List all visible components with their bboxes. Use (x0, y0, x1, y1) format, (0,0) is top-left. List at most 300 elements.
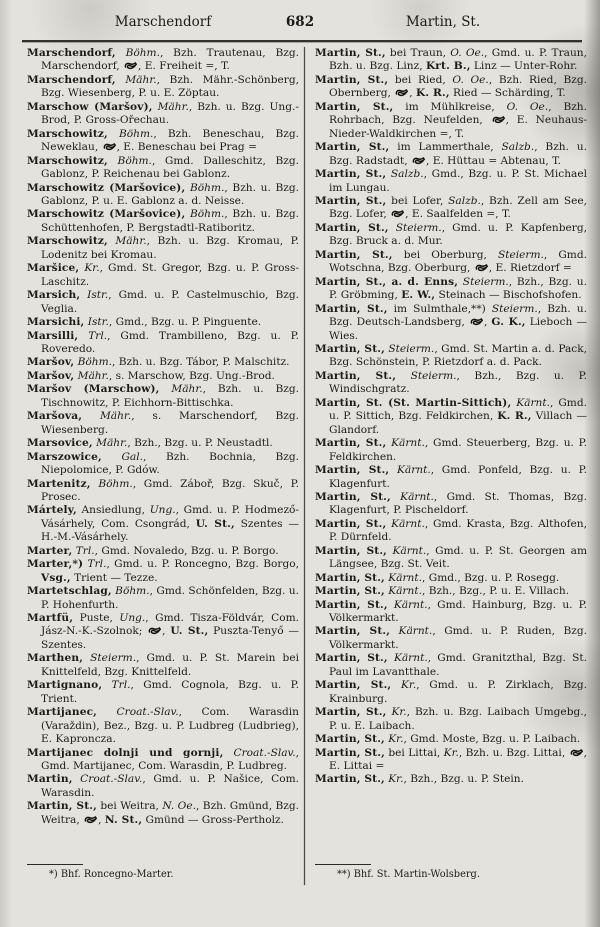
footnote-rule (315, 864, 371, 865)
post-horn-icon (124, 61, 137, 70)
entry-text: , Bzh., Bzg. u. P. Gröbming, (329, 275, 587, 302)
entry-region-abbrev: Steierm. (396, 369, 457, 382)
entry-text: , Gmd. Martijanec, Com. Warasdin, P. Ludbreg. (41, 746, 300, 773)
entry-text: , Bzh., Bzg. u. P. Neustadtl. (127, 437, 273, 450)
entry-text: , Bzh. u. Bzg. Tischnowitz, P. Eichhorn-Bittischka. (41, 383, 300, 409)
entry-region-abbrev: Croat.-Slav. (72, 773, 143, 786)
entry-region-abbrev: Kärnt. (384, 571, 422, 584)
entry-text: im Mühlkreise, (393, 100, 507, 113)
entry-headword: K. R., (497, 410, 532, 423)
entry-text: , Gmd. Moste, Bzg. u. P. Laibach. (403, 733, 581, 746)
entry-text: Puszta-Tenyő — Szentes. (41, 625, 299, 651)
entry-headword: Martin, St., (315, 100, 394, 113)
post-horn-icon (412, 156, 425, 165)
entry-region-abbrev: Ung. (149, 504, 176, 517)
entry-region-abbrev: Kärnt. (387, 652, 428, 665)
entry-text: , Bzh. Beneschau, Bzg. Neweklau, (41, 127, 299, 154)
entry-text: , Bzh. u. Bzg. Radstadt, (329, 141, 587, 167)
entry-text: , Gmd. u. P. Zirklach, Bzg. Krainburg. (329, 679, 587, 705)
entry-text: , Gmd. Trambilleno, Bzg. u. P. Roveredo. (41, 329, 299, 355)
entry-region-abbrev: O. Oe. (506, 100, 549, 113)
entry-region-abbrev: Böhm. (90, 477, 133, 490)
entry-headword: Martfü, (27, 612, 74, 625)
entry-region-abbrev: Croat.-Slav. (97, 706, 179, 719)
post-horn-icon (103, 142, 116, 151)
entry-text: , E. Beneschau bei Prag = (116, 141, 257, 154)
entry-text: bei Oberburg, (392, 248, 498, 261)
entry-headword: Martin, St., (315, 194, 387, 207)
entry-text: , Gmd. u. P. Roncegno, Bzg. Borgo, (106, 558, 299, 571)
entry-text: , E. Littai = (329, 746, 587, 773)
entry-region-abbrev: Kr. (391, 679, 417, 692)
entry-region-abbrev: Mähr. (107, 235, 147, 248)
entry-region-abbrev: Gal. (101, 450, 144, 463)
gazetteer-entry (315, 464, 587, 491)
entry-region-abbrev: Salzb. (386, 168, 424, 181)
header-left-keyword: Marschendorf (114, 14, 212, 30)
entry-text: , Gmd. Záboř, Bzg. Skuč, P. Prosec. (41, 477, 299, 503)
entry-headword: Martin, St., (315, 248, 393, 261)
gazetteer-entry (315, 706, 587, 733)
entry-headword: Martin, St., (315, 544, 388, 557)
footnote-left: *) Bhf. Roncegno-Marter. (49, 869, 174, 880)
entry-text: Ansiedlung, (76, 504, 150, 517)
gazetteer-entry (27, 451, 299, 478)
entry-headword: Martin, St., (315, 679, 392, 692)
entry-region-abbrev: Kärnt. (384, 585, 422, 598)
gazetteer-entry (27, 208, 299, 235)
gazetteer-entry (27, 356, 299, 369)
entry-region-abbrev: Kr. (443, 746, 459, 759)
entry-headword: Maršov, (27, 369, 75, 382)
entry-headword: Martin, St., (315, 571, 385, 584)
entry-headword: Martin, St., (315, 625, 391, 638)
entry-text: bei Ried, (388, 73, 453, 86)
gazetteer-entry (315, 545, 587, 572)
entry-text: , Gmd., Bzg. u. P. St. Michael im Lungau. (329, 168, 588, 194)
entry-text: , Gmd. Cognola, Bzg. u. P. Trient. (41, 679, 299, 705)
entry-region-abbrev: Steierm. (491, 302, 538, 315)
gazetteer-entry (315, 47, 587, 74)
entry-text: , s. Marschendorf, Bzg. Wiesenberg. (41, 410, 299, 436)
entry-headword: Marsovice, (27, 437, 93, 450)
gazetteer-entry (315, 585, 587, 598)
entry-headword: Martijanec, (27, 706, 98, 719)
entry-region-abbrev: Steierm. (458, 275, 509, 288)
gazetteer-entry (27, 504, 299, 544)
entry-text: , Com. Warasdin (Varaždin), Bez., Bzg. u. P. Ludbreg (Ludbrieg), E. Kaproncza. (41, 706, 299, 746)
gazetteer-entry (27, 383, 299, 410)
entry-text: , Gmd. u. P. Ruden, Bzg. Völkermarkt. (329, 625, 588, 651)
entry-text: , Gmd. Ponfeld, Bzg. u. P. Klagenfurt. (329, 464, 588, 490)
post-horn-icon (470, 317, 483, 326)
gazetteer-entry (27, 330, 299, 357)
entry-headword: Marsilli, (27, 329, 79, 342)
entry-text: Steinach — Bischofshofen. (435, 289, 582, 302)
entry-headword: Martin, St., a. d. Enns, (315, 275, 459, 288)
gazetteer-entry (315, 141, 587, 168)
gazetteer-entry (27, 289, 299, 316)
text-columns (0, 47, 600, 917)
gazetteer-entry (315, 343, 587, 370)
entry-headword: Martijanec dolnji und gornji, (27, 746, 224, 759)
entry-region-abbrev: Steierm. (388, 221, 442, 234)
gazetteer-entry (27, 478, 299, 505)
entry-text: im Sulmthale,**) (387, 302, 492, 315)
entry-text: Villach — Glandorf. (329, 410, 587, 436)
entry-text: , Gmd. Krasta, Bzg. Althofen, P. Dürnfeld. (329, 517, 587, 544)
entry-region-abbrev: O. Oe. (450, 47, 485, 59)
entry-headword: U. St., (195, 517, 235, 530)
entry-region-abbrev: Mähr. (159, 383, 203, 396)
gazetteer-entry (27, 437, 299, 450)
entry-text: , Gmd. Tisza-Földvár, Com. Jász-N.-K.-Szolnok; (41, 612, 299, 638)
entry-headword: Martin, St. (St. Martin-Sittich), (315, 396, 512, 409)
entry-text: , Gmd. Hainburg, Bzg. u. P. Völkermarkt. (329, 598, 588, 625)
gazetteer-entry (27, 410, 299, 437)
entry-headword: Marschowitz (Maršovice), (27, 208, 186, 221)
entry-headword: Marsich, (27, 289, 81, 302)
entry-text: , Gmd. u. P. Castelmuschio, Bzg. Veglia. (41, 289, 299, 315)
gazetteer-entry (315, 249, 587, 276)
entry-headword: Marschowitz, (27, 235, 108, 248)
entry-text: Linz — Unter-Rohr. (470, 60, 578, 73)
entry-text: , Bzh. Rohrbach, Bzg. Neufelden, (329, 100, 588, 127)
entry-headword: Martenitz, (27, 477, 91, 490)
entry-headword: Martetschlag, (27, 585, 112, 598)
gazetteer-entry (27, 235, 299, 262)
entry-region-abbrev: Kärnt. (390, 490, 434, 503)
entry-text: Trient — Tezze. (70, 571, 158, 584)
entry-region-abbrev: Böhm. (107, 127, 154, 140)
entry-headword: Marsichi, (27, 316, 85, 329)
entry-region-abbrev: Mähr. (82, 410, 132, 423)
gazetteer-entry (27, 612, 299, 652)
entry-headword: Martignano, (27, 679, 103, 692)
column-left-entries (27, 47, 299, 827)
entry-region-abbrev: Kärnt. (387, 598, 428, 611)
gazetteer-entry (315, 599, 587, 626)
entry-text: , Bzh. u. Bzg. Tábor, P. Malschitz. (112, 356, 290, 369)
gazetteer-entry (315, 518, 587, 545)
entry-text: , Gmd. u. P. Sittich, Bzg. Feldkirchen, (329, 396, 588, 423)
entry-headword: E. W., (401, 289, 436, 302)
post-horn-icon (492, 115, 505, 124)
entry-headword: Mártely, (27, 504, 77, 517)
entry-headword: Martin, St., (315, 598, 388, 611)
entry-text: , Gmd. u. P. St. Marein bei Knittelfeld, Bzg. Knittelfeld. (41, 652, 300, 678)
header-right-keyword: Martin, St. (405, 14, 481, 30)
entry-headword: Marszowice, (27, 450, 102, 463)
gazetteer-entry (315, 74, 587, 101)
entry-region-abbrev: Kärnt. (386, 517, 425, 530)
footnote-rule (27, 864, 83, 865)
entry-text: , Gmd. u. P. St. Georgen am Längsee, Bzg. St. Veit. (329, 544, 588, 571)
entry-text: bei Traun, (385, 47, 451, 59)
entry-headword: Marschendorf, (27, 47, 116, 59)
gazetteer-entry (315, 222, 587, 249)
gazetteer-entry (27, 545, 299, 558)
entry-text: , Bzh. Trautenau, Bzg. Marschendorf, (41, 47, 299, 73)
entry-text: Lieboch — Wies. (329, 316, 587, 342)
entry-headword: Martin, St., (315, 73, 389, 86)
gazetteer-entry (27, 706, 299, 746)
entry-text: , Gmd. St. Thomas, Bzg. Klagenfurt, P. Pischeldorf. (329, 490, 588, 517)
entry-text: , Bzh. Ried, Bzg. Obernberg, (329, 73, 588, 100)
post-horn-icon (475, 263, 488, 272)
entry-text: , Bzh., Bzg. u. P. Windischgratz. (329, 369, 587, 396)
entry-region-abbrev: Istr. (84, 316, 109, 329)
entry-region-abbrev: Böhm. (185, 181, 225, 194)
entry-headword: Vsg., (41, 571, 71, 584)
entry-region-abbrev: N. Oe. (162, 800, 197, 813)
gazetteer-entry (315, 168, 587, 195)
header-rule (22, 40, 582, 42)
entry-text: , Gmd. Schönfelden, Bzg. u. P. Hohenfurth. (41, 585, 299, 611)
entry-headword: Marthen, (27, 652, 84, 665)
entry-region-abbrev: Steierm. (497, 248, 544, 261)
gazetteer-entry (315, 397, 587, 437)
gazetteer-entry (315, 195, 587, 222)
gazetteer-entry (315, 747, 587, 774)
entry-text: , (98, 813, 105, 826)
entry-headword: Martin, St., (27, 800, 97, 813)
post-horn-icon (395, 88, 408, 97)
gazetteer-entry (27, 585, 299, 612)
entry-text: bei Littai, (384, 746, 444, 759)
footnote-block-right (315, 864, 587, 907)
entry-headword: G. K., (491, 316, 526, 329)
entry-region-abbrev: Kärnt. (387, 544, 427, 557)
entry-headword: U. St., (170, 625, 209, 638)
entry-headword: Martin, St., (315, 221, 389, 234)
entry-text: , Bzh. u. Bzg. Littai, (458, 746, 569, 759)
gazetteer-entry (27, 74, 299, 101)
entry-headword: Martin, St., (315, 746, 385, 759)
entry-region-abbrev: Kr. (384, 773, 404, 786)
entry-text: , Bzh. Bochnia, Bzg. Niepolomice, P. Gdów. (41, 450, 300, 477)
gazetteer-entry (27, 262, 299, 289)
entry-text: bei Weitra, (96, 800, 163, 813)
entry-headword: Marschowitz (Maršovice), (27, 181, 186, 194)
entry-region-abbrev: Böhm. (107, 154, 152, 167)
entry-text: , (409, 87, 417, 100)
footnote-block-left (27, 864, 299, 907)
gazetteer-entry (27, 101, 299, 128)
post-horn-icon (84, 815, 97, 824)
entry-text: , Bzh., Bzg. u. P. Stein. (403, 773, 524, 786)
entry-headword: Marter,*) (27, 558, 84, 571)
entry-headword: Martin, St., (315, 773, 385, 786)
entry-text: , (483, 316, 492, 329)
entry-region-abbrev: Mähr. (115, 73, 157, 86)
gazetteer-entry (315, 679, 587, 706)
gazetteer-entry (315, 491, 587, 518)
entry-text: , Bzh. Zell am See, Bzg. Lofer, (329, 194, 588, 221)
entry-text: , E. Saalfelden =, T. (405, 208, 511, 221)
entry-headword: Maršov (Marschow), (27, 383, 160, 396)
entry-region-abbrev: Kärnt. (389, 464, 431, 477)
entry-headword: Martin, St., (315, 706, 387, 719)
entry-headword: Marschendorf, (27, 73, 116, 86)
entry-text: , Bzh. u. Bzg. Kromau, P. Lodenitz bei Kromau. (41, 235, 299, 261)
gazetteer-entry (315, 370, 587, 397)
entry-text: bei Lofer, (386, 194, 449, 207)
entry-region-abbrev: Steierm. (384, 342, 435, 355)
entry-text: , E. Hüttau = Abtenau, T. (425, 154, 562, 167)
entry-text: , Gmd. u. P. Našice, Com. Warasdin. (41, 773, 299, 799)
entry-region-abbrev: Böhm. (74, 356, 113, 369)
entry-region-abbrev: Trl. (78, 329, 108, 342)
entry-headword: Martin, St., (315, 168, 387, 181)
gazetteer-entry (315, 733, 587, 746)
entry-text: , Bzh. u. Bzg. Laibach Umgebg., P. u. E. Laibach. (329, 706, 587, 732)
entry-text: Puste, (73, 612, 120, 625)
entry-text: , Gmd. u. P. Kapfenberg, Bzg. Bruck a. d. Mur. (329, 221, 587, 248)
entry-headword: Maršice, (27, 262, 80, 275)
footnote-right: **) Bhf. St. Martin-Wolsberg. (337, 869, 480, 880)
entry-region-abbrev: O. Oe. (452, 73, 489, 86)
gazetteer-entry (27, 558, 299, 585)
page-number: 682 (285, 14, 315, 30)
entry-headword: Martin, St., (315, 369, 397, 382)
entry-headword: Martin, St., (315, 585, 385, 598)
gazetteer-entry (27, 679, 299, 706)
column-divider (304, 47, 305, 885)
entry-region-abbrev: Kr. (386, 706, 407, 719)
entry-text: , Bzh. Mähr.-Schönberg, Bzg. Wiesenberg, P. u. E. Zöptau. (41, 73, 299, 100)
entry-text: , Bzh., Bzg., P. u. E. Villach. (422, 585, 570, 598)
gazetteer-entry (315, 303, 587, 343)
entry-region-abbrev: Trl. (102, 679, 131, 692)
entry-headword: Marschowitz, (27, 154, 108, 167)
entry-text: , Gmd., Bzg. u. P. Rosegg. (422, 571, 560, 584)
entry-text: , Gmd., Bzg. u. P. Pinguente. (108, 316, 262, 329)
entry-region-abbrev: Kärnt. (386, 437, 425, 450)
entry-region-abbrev: Salzb. (501, 141, 535, 154)
entry-region-abbrev: Kärnt. (390, 625, 433, 638)
entry-text: , Gmd. Steuerberg, Bzg. u. P. Feldkirchen. (329, 437, 588, 463)
entry-text: , Bzh. u. Bzg. Ung.-Brod, P. Gross-Ořechau. (41, 100, 299, 127)
entry-headword: Martin, St., (315, 464, 390, 477)
entry-text: , Gmd. Wotschna, Bzg. Oberburg, (329, 248, 587, 275)
gazetteer-entry (27, 652, 299, 679)
entry-headword: Martin, St., (315, 437, 387, 450)
gazetteer-entry (315, 773, 587, 786)
gazetteer-entry (27, 182, 299, 209)
entry-text: , Bzh. Gmünd, Bzg. Weitra, (41, 800, 299, 826)
column-left (27, 47, 299, 907)
entry-text: , Gmd. Novaledo, Bzg. u. P. Borgo. (94, 544, 279, 557)
entry-headword: Martin, St., (315, 141, 390, 154)
entry-region-abbrev: Mähr. (74, 369, 109, 382)
gazetteer-entry (315, 652, 587, 679)
entry-headword: Marschowitz, (27, 127, 108, 140)
entry-text: Ried — Schärding, T. (449, 87, 566, 100)
entry-headword: Krt. B., (425, 60, 471, 73)
entry-headword: Martin, St., (315, 47, 386, 59)
gazetteer-entry (27, 316, 299, 329)
entry-text: , (162, 625, 171, 638)
gazetteer-entry (27, 747, 299, 774)
entry-text: , Gmd. St. Gregor, Bzg. u. P. Gross-Laschitz. (41, 262, 299, 288)
entry-headword: Martin, St., (315, 302, 388, 315)
entry-text: , Gmd. Granitzthal, Bzg. St. Paul im Lavantthale. (329, 652, 587, 678)
gazetteer-entry (27, 47, 299, 74)
entry-text: , E. Freiheit =, T. (138, 60, 230, 73)
gazetteer-entry (315, 437, 587, 464)
entry-text: , Gmd. u. P. Hodmező-Vásárhely, Com. Csongrád, (41, 504, 299, 530)
gazetteer-entry (315, 276, 587, 303)
entry-text: , E. Rietzdorf = (488, 262, 572, 275)
entry-text: , Gmd. u. P. Traun, Bzh. u. Bzg. Linz, (329, 47, 587, 73)
entry-region-abbrev: Böhm. (115, 47, 160, 59)
gazetteer-entry (315, 572, 587, 585)
entry-region-abbrev: Mähr. (152, 100, 189, 113)
entry-region-abbrev: Kr. (79, 262, 100, 275)
entry-headword: Marter, (27, 544, 73, 557)
entry-headword: K. R., (416, 87, 450, 100)
entry-region-abbrev: Trl. (72, 544, 95, 557)
entry-text: , Bzh. u. Bzg. Gablonz, P. u. E. Gablonz a. d. Neisse. (41, 181, 300, 207)
entry-region-abbrev: Böhm. (111, 585, 150, 598)
gazetteer-entry (27, 128, 299, 155)
entry-text: Gmünd — Gross-Pertholz. (142, 813, 284, 826)
entry-headword: Martin, St., (315, 733, 385, 746)
post-horn-icon (391, 209, 404, 218)
entry-text: , Bzh. u. Bzg. Deutsch-Landsberg, (329, 302, 587, 329)
gazetteer-entry (27, 800, 299, 827)
entry-text: , Bzh. u. Bzg. Schüttenhofen, P. Bergstadtl-Ratiboritz. (41, 208, 300, 234)
entry-text: im Lammerthale, (389, 141, 502, 154)
entry-region-abbrev: Kr. (384, 733, 404, 746)
entry-text: Szentes — H.-M.-Vásárhely. (41, 517, 299, 544)
gazetteer-entry (27, 773, 299, 800)
gazetteer-entry (27, 155, 299, 182)
column-right (315, 47, 587, 907)
entry-region-abbrev: Ung. (119, 612, 146, 625)
entry-headword: Martin, St., (315, 342, 385, 355)
column-right-entries (315, 47, 587, 787)
entry-headword: Martin, St., (315, 490, 391, 503)
entry-region-abbrev: Böhm. (185, 208, 225, 221)
entry-region-abbrev: Salzb. (448, 194, 481, 207)
entry-text: , Gmd. Dalleschitz, Bzg. Gablonz, P. Reichenau bei Gablonz. (41, 154, 299, 181)
entry-region-abbrev: Steierm. (83, 652, 137, 665)
entry-text: , E. Neuhaus-Nieder-Waldkirchen =, T. (329, 114, 587, 140)
entry-headword: Martin, St., (315, 652, 388, 665)
entry-headword: Maršova, (27, 410, 83, 423)
entry-region-abbrev: Mähr. (92, 437, 128, 450)
entry-region-abbrev: Trl. (83, 558, 107, 571)
gazetteer-entry (315, 625, 587, 652)
entry-headword: Martin, (27, 773, 73, 786)
entry-headword: N. St., (104, 813, 143, 826)
entry-region-abbrev: Croat.-Slav. (223, 746, 296, 759)
post-horn-icon (148, 626, 161, 635)
page-header (0, 14, 600, 36)
gazetteer-entry (315, 101, 587, 141)
entry-headword: Martin, St., (315, 517, 387, 530)
entry-region-abbrev: Kärnt. (511, 396, 551, 409)
entry-region-abbrev: Istr. (80, 289, 109, 302)
entry-headword: Maršov, (27, 356, 75, 369)
post-horn-icon (570, 748, 583, 757)
entry-text: , s. Marschow, Bzg. Ung.-Brod. (108, 369, 275, 382)
gazetteer-entry (27, 370, 299, 383)
entry-text: , Gmd. St. Martin a. d. Pack, Bzg. Schönstein, P. Rietzdorf a. d. Pack. (329, 342, 588, 369)
entry-headword: Marschow (Maršov), (27, 100, 153, 113)
